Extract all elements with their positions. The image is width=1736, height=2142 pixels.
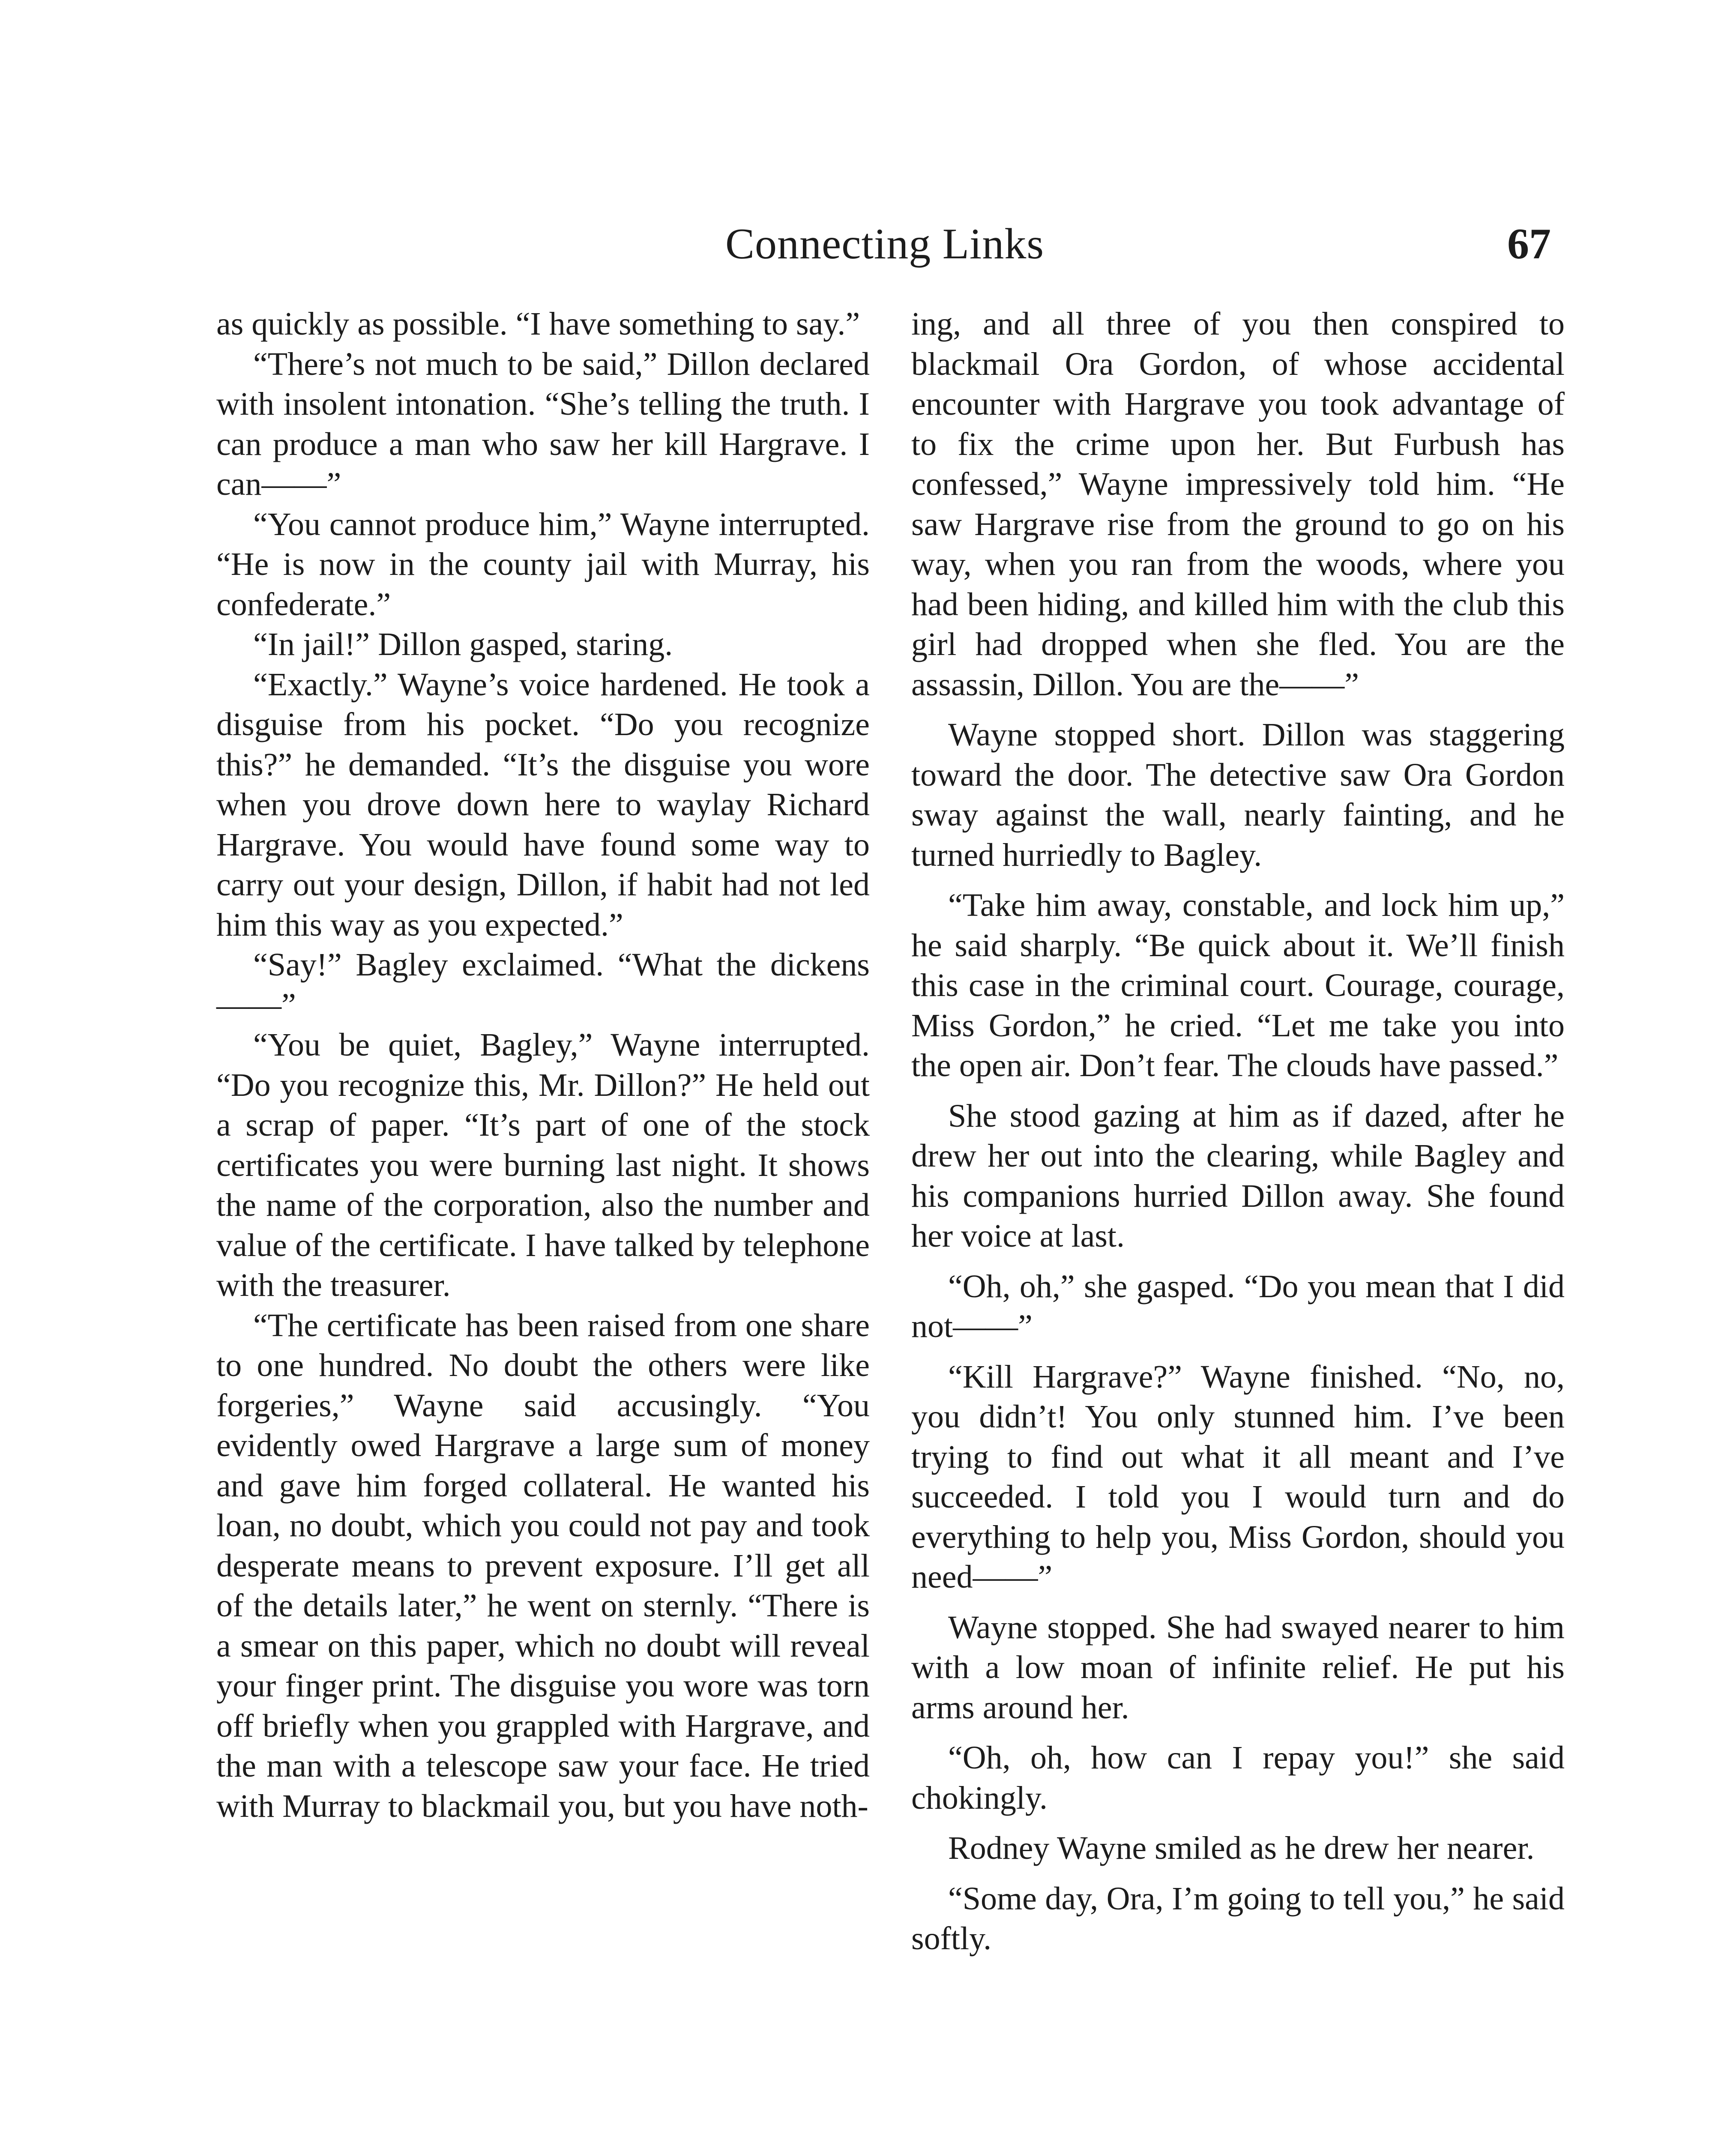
paragraph: “Take him away, constable, and lock him up,” he said sharply. “Be quick about it. We’ll finish this case in the criminal court. Courage, courage, Miss Gordon,” he cried. “Let me take you into the open air. Don’t fear. The clouds have passed.”: [911, 887, 1565, 1083]
paragraph: “You cannot produce him,” Wayne interrupted. “He is now in the county jail with Murray, his confederate.”: [216, 506, 870, 622]
paragraph: ing, and all three of you then conspired to blackmail Ora Gordon, of whose accidental encounter with Hargrave you took advantage of to fix the crime upon her. But Furbush has confessed,” Wayne impressively told him. “He saw Hargrave rise from the ground to go on his way, when you ran from the woods, where you had been hiding, and killed him with the club this girl had dropped when she fled. You are the assassin, Dillon. You are the——”: [911, 306, 1565, 703]
paragraph: Rodney Wayne smiled as he drew her nearer.: [948, 1830, 1535, 1866]
paragraph: “Oh, oh,” she gasped. “Do you mean that I did not——”: [911, 1268, 1565, 1344]
paragraph: Wayne stopped. She had swayed nearer to him with a low moan of infinite relief. He put his arms around her.: [911, 1609, 1565, 1726]
paragraph: as quickly as possible. “I have something to say.”: [216, 306, 860, 342]
page-title: Connecting Links: [725, 220, 1045, 268]
paragraph: Wayne stopped short. Dillon was staggering toward the door. The detective saw Ora Gordon sway against the wall, nearly fainting, and he turned hurriedly to Bagley.: [911, 717, 1565, 873]
paragraph: “Some day, Ora, I’m going to tell you,” he said softly.: [911, 1880, 1565, 1957]
paragraph: “The certificate has been raised from one share to one hundred. No doubt the others were like forgeries,” Wayne said accusingly. “You evidently owed Hargrave a large sum of money and gave him forged collateral. He wanted his loan, no doubt, which you could not pay and took desperate means to prevent exposure. I’ll get all of the details later,” he went on sternly. “There is a smear on this paper, which no doubt will reveal your finger print. The disguise you wore was torn off briefly when you grappled with Hargrave, and the man with a telescope saw your face. He tried with Murray to blackmail you, but you have noth-: [216, 1307, 870, 1824]
paragraph: “Exactly.” Wayne’s voice hardened. He took a disguise from his pocket. “Do you recognize this?” he demanded. “It’s the disguise you wore when you drove down here to waylay Richard Hargrave. You would have found some way to carry out your design, Dillon, if habit had not led him this way as you expected.”: [216, 666, 870, 943]
running-head: [218, 214, 1551, 274]
paragraph: “There’s not much to be said,” Dillon declared with insolent intonation. “She’s telling the truth. I can produce a man who saw her kill Hargrave. I can——”: [216, 346, 870, 502]
paragraph: “Say!” Bagley exclaimed. “What the dickens——”: [216, 947, 870, 1023]
paragraph: “In jail!” Dillon gasped, staring.: [253, 626, 673, 662]
paragraph: “You be quiet, Bagley,” Wayne interrupted. “Do you recognize this, Mr. Dillon?” He held out a scrap of paper. “It’s part of one of the stock certificates you were burning last night. It shows the name of the corporation, also the number and value of the certificate. I have talked by telephone with the treasurer.: [216, 1027, 870, 1303]
page-number: 67: [1507, 220, 1551, 268]
paragraph: She stood gazing at him as if dazed, after he drew her out into the clearing, while Bagley and his companions hurried Dillon away. She found her voice at last.: [911, 1098, 1565, 1254]
left-column: [216, 304, 870, 1826]
paragraph: “Oh, oh, how can I repay you!” she said chokingly.: [911, 1740, 1565, 1816]
right-column: [911, 304, 1565, 1959]
paragraph: “Kill Hargrave?” Wayne finished. “No, no, you didn’t! You only stunned him. I’ve been trying to find out what it all meant and I’ve succeeded. I told you I would turn and do everything to help you, Miss Gordon, should you need——”: [911, 1358, 1565, 1595]
